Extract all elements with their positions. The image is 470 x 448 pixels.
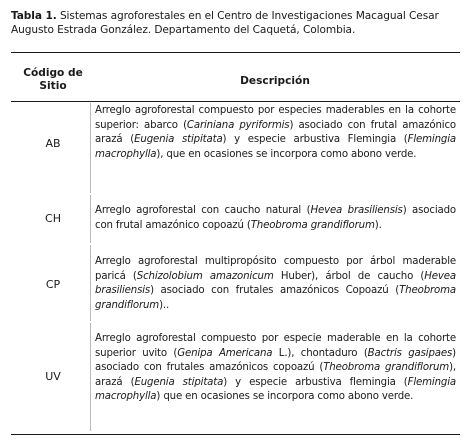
description-text: ), que en ocasiones se incorpora como abono verde. <box>156 148 417 160</box>
species-name: Schizolobium amazonicum <box>136 270 274 282</box>
species-name: Hevea brasiliensis <box>310 205 403 216</box>
row-uv-description <box>95 332 456 405</box>
header-code: Código de Sitio <box>23 67 83 92</box>
description-text: ).. <box>159 299 170 311</box>
description-text: Huber), árbol de caucho ( <box>273 270 425 282</box>
species-name: Cariniana pyriformis <box>186 119 290 131</box>
species-name: Theobroma grandiflorum <box>95 285 456 311</box>
column-divider <box>90 195 91 243</box>
column-divider <box>90 103 91 193</box>
species-name: Eugenia stipitata <box>134 134 223 146</box>
row-ab-description <box>95 104 456 162</box>
species-name: Eugenia stipitata <box>134 376 224 388</box>
description-text: ). <box>374 219 382 231</box>
description-text: ), arazá ( <box>95 362 456 388</box>
table-bottom-rule <box>11 434 460 435</box>
description-text: Arreglo agroforestal multipropósito compuesto por árbol maderable paricá ( <box>95 256 456 282</box>
species-name: Flemingia macrophylla <box>95 134 456 160</box>
description-text: Arreglo agroforestal compuesto por especies maderables en la cohorte superior: abarco ( <box>95 105 456 131</box>
row-ch-description <box>95 204 456 233</box>
description-text: ) y especie arbustiva Flemingia ( <box>222 134 408 146</box>
row-cp-code: CP <box>45 278 61 291</box>
row-ch-code: CH <box>45 212 61 225</box>
table-top-rule <box>11 52 460 53</box>
header-rule <box>11 101 460 102</box>
description-text: ) y especie arbustiva flemingia ( <box>223 376 408 388</box>
header-description: Descripción <box>240 75 310 87</box>
species-name: Bactris gasipaes <box>367 347 453 359</box>
row-uv-code: UV <box>45 370 61 383</box>
description-text: L.), chontaduro ( <box>272 347 368 359</box>
species-name: Flemingia macrophylla <box>95 376 456 403</box>
caption-text: Sistemas agroforestales en el Centro de Investigaciones Macagual Cesar Augusto Estrada González. Departamento del Caquetá, Colombia. <box>11 10 439 36</box>
species-name: Theobroma grandiflorum <box>250 219 375 231</box>
species-name: Theobroma grandiflorum <box>323 362 450 374</box>
description-text: ) asociado con frutal amazónico arazá ( <box>95 119 456 146</box>
description-text: ) asociado con frutales amazónicos Copoazú ( <box>150 285 400 297</box>
caption-label: Tabla 1. <box>11 10 57 22</box>
description-text: Arreglo agroforestal con caucho natural ( <box>95 205 311 216</box>
description-text: ) asociado con frutal amazónico copoazú ( <box>95 205 457 231</box>
row-cp-description <box>95 255 456 313</box>
species-name: Genipa Americana <box>177 347 273 359</box>
column-divider <box>90 245 91 321</box>
table-caption <box>11 9 463 37</box>
description-text: Arreglo agroforestal compuesto por especie maderable en la cohorte superior uvito ( <box>95 333 456 359</box>
species-name: Hevea brasiliensis <box>95 270 456 297</box>
column-divider <box>90 323 91 431</box>
description-text: ) que en ocasiones se incorpora como abono verde. <box>156 391 414 403</box>
row-ab-code: AB <box>45 137 61 150</box>
description-text: ) asociado con frutales amazónicos copoazú ( <box>95 347 456 374</box>
